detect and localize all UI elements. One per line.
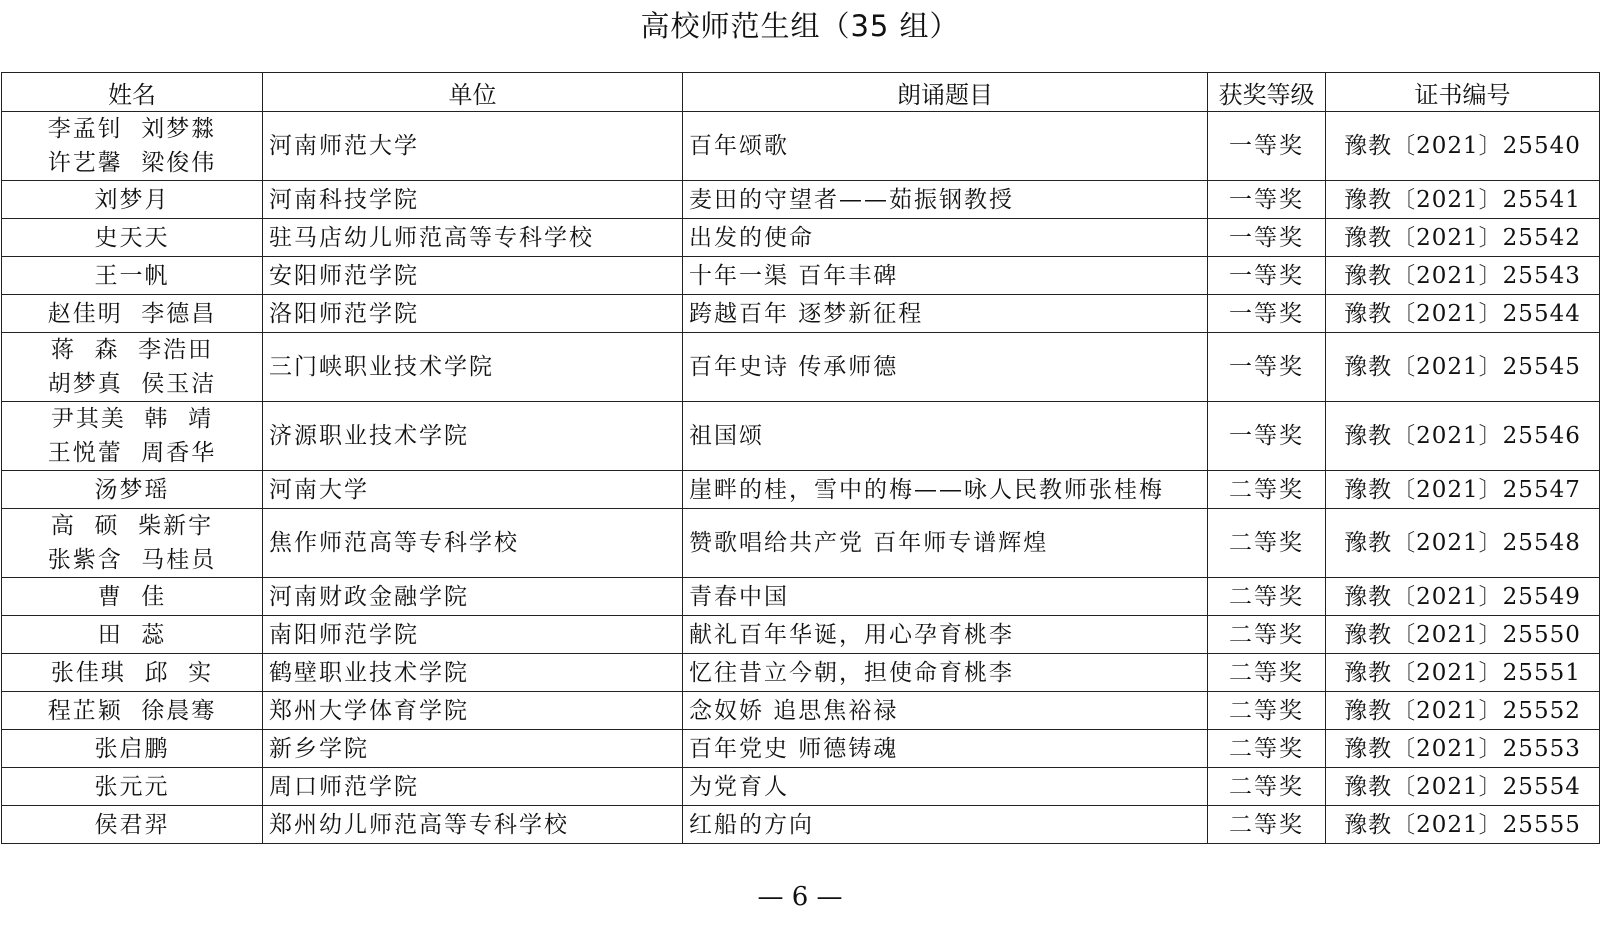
participant-names: 张佳琪 邱 实: [50, 659, 214, 686]
cell-topic: 青春中国: [683, 578, 1208, 616]
participant-names: 胡梦真 侯玉洁: [47, 371, 217, 397]
header-cert: 证书编号: [1326, 73, 1600, 112]
cell-cert: 豫教〔2021〕25549: [1326, 578, 1600, 616]
cell-level: 二等奖: [1208, 806, 1326, 844]
cell-names: [2, 578, 263, 616]
cell-cert: 豫教〔2021〕25547: [1326, 471, 1600, 509]
table-row: [2, 654, 1600, 692]
cell-level: 一等奖: [1208, 112, 1326, 181]
cell-unit: 河南科技学院: [263, 181, 683, 219]
cell-unit: 周口师范学院: [263, 768, 683, 806]
cell-topic: 红船的方向: [683, 806, 1208, 844]
cell-cert: 豫教〔2021〕25546: [1326, 402, 1600, 471]
participant-names: 王一帆: [94, 262, 170, 289]
cell-cert: 豫教〔2021〕25543: [1326, 257, 1600, 295]
table-body: [2, 112, 1600, 844]
cell-cert: 豫教〔2021〕25545: [1326, 333, 1600, 402]
participant-names: 尹其美 韩 靖: [50, 406, 214, 432]
table-row: [2, 509, 1600, 578]
cell-level: 二等奖: [1208, 730, 1326, 768]
cell-names: [2, 692, 263, 730]
cell-level: 二等奖: [1208, 692, 1326, 730]
table-row: [2, 730, 1600, 768]
cell-unit: 南阳师范学院: [263, 616, 683, 654]
cell-topic: 百年颂歌: [683, 112, 1208, 181]
table-row: [2, 471, 1600, 509]
cell-unit: 驻马店幼儿师范高等专科学校: [263, 219, 683, 257]
cell-level: 二等奖: [1208, 616, 1326, 654]
header-topic: 朗诵题目: [683, 73, 1208, 112]
cell-cert: 豫教〔2021〕25548: [1326, 509, 1600, 578]
cell-names: [2, 730, 263, 768]
cell-unit: 郑州大学体育学院: [263, 692, 683, 730]
cell-level: 一等奖: [1208, 402, 1326, 471]
cell-topic: 十年一渠 百年丰碑: [683, 257, 1208, 295]
cell-unit: 郑州幼儿师范高等专科学校: [263, 806, 683, 844]
cell-unit: 新乡学院: [263, 730, 683, 768]
cell-unit: 济源职业技术学院: [263, 402, 683, 471]
cell-topic: 念奴娇 追思焦裕禄: [683, 692, 1208, 730]
cell-cert: 豫教〔2021〕25553: [1326, 730, 1600, 768]
table-row: [2, 219, 1600, 257]
cell-level: 二等奖: [1208, 471, 1326, 509]
cell-names: [2, 333, 263, 402]
participant-names: 张启鹏: [94, 735, 170, 762]
cell-topic: 为党育人: [683, 768, 1208, 806]
cell-cert: 豫教〔2021〕25550: [1326, 616, 1600, 654]
cell-names: [2, 402, 263, 471]
table-row: [2, 616, 1600, 654]
participant-names: 李孟钊 刘梦㵘: [47, 116, 217, 142]
page-title: 高校师范生组（35 组）: [640, 9, 960, 43]
page-number: — 6 —: [757, 882, 843, 912]
cell-cert: 豫教〔2021〕25555: [1326, 806, 1600, 844]
cell-topic: 祖国颂: [683, 402, 1208, 471]
cell-cert: 豫教〔2021〕25554: [1326, 768, 1600, 806]
cell-topic: 忆往昔立今朝，担使命育桃李: [683, 654, 1208, 692]
participant-names: 蒋 森 李浩田: [50, 337, 214, 363]
cell-cert: 豫教〔2021〕25544: [1326, 295, 1600, 333]
table-row: [2, 692, 1600, 730]
cell-names: [2, 257, 263, 295]
participant-names: 汤梦瑶: [94, 476, 170, 503]
cell-cert: 豫教〔2021〕25542: [1326, 219, 1600, 257]
cell-level: 一等奖: [1208, 295, 1326, 333]
table-row: [2, 806, 1600, 844]
participant-names: 程芷颖 徐晨骞: [47, 697, 217, 724]
cell-unit: 洛阳师范学院: [263, 295, 683, 333]
cell-unit: 河南大学: [263, 471, 683, 509]
cell-names: [2, 219, 263, 257]
participant-names: 高 硕 柴新宇: [50, 513, 214, 539]
cell-unit: 焦作师范高等专科学校: [263, 509, 683, 578]
cell-level: 二等奖: [1208, 654, 1326, 692]
cell-topic: 崖畔的桂，雪中的梅——咏人民教师张桂梅: [683, 471, 1208, 509]
cell-level: 二等奖: [1208, 578, 1326, 616]
cell-names: [2, 509, 263, 578]
cell-level: 一等奖: [1208, 257, 1326, 295]
table-row: [2, 181, 1600, 219]
participant-names: 刘梦月: [94, 186, 170, 213]
cell-topic: 出发的使命: [683, 219, 1208, 257]
participant-names: 王悦蕾 周香华: [47, 440, 217, 466]
table-row: [2, 768, 1600, 806]
table-row: [2, 257, 1600, 295]
cell-names: [2, 654, 263, 692]
table-row: [2, 402, 1600, 471]
table-row: [2, 578, 1600, 616]
cell-topic: 跨越百年 逐梦新征程: [683, 295, 1208, 333]
cell-level: 二等奖: [1208, 768, 1326, 806]
cell-topic: 赞歌唱给共产党 百年师专谱辉煌: [683, 509, 1208, 578]
header-unit: 单位: [263, 73, 683, 112]
table-row: [2, 333, 1600, 402]
cell-level: 一等奖: [1208, 181, 1326, 219]
cell-topic: 百年史诗 传承师德: [683, 333, 1208, 402]
participant-names: 史天天: [94, 224, 170, 251]
header-name: 姓名: [2, 73, 263, 112]
cell-unit: 鹤壁职业技术学院: [263, 654, 683, 692]
cell-level: 一等奖: [1208, 219, 1326, 257]
table-row: [2, 112, 1600, 181]
cell-level: 二等奖: [1208, 509, 1326, 578]
cell-names: [2, 295, 263, 333]
participant-names: 张紫含 马桂员: [47, 547, 217, 573]
cell-cert: 豫教〔2021〕25551: [1326, 654, 1600, 692]
cell-names: [2, 768, 263, 806]
cell-level: 一等奖: [1208, 333, 1326, 402]
cell-names: [2, 471, 263, 509]
cell-unit: 河南师范大学: [263, 112, 683, 181]
cell-unit: 安阳师范学院: [263, 257, 683, 295]
cell-cert: 豫教〔2021〕25540: [1326, 112, 1600, 181]
cell-topic: 献礼百年华诞，用心孕育桃李: [683, 616, 1208, 654]
participant-names: 侯君羿: [94, 811, 170, 838]
header-level: 获奖等级: [1208, 73, 1326, 112]
cell-unit: 三门峡职业技术学院: [263, 333, 683, 402]
participant-names: 许艺馨 梁俊伟: [47, 150, 217, 176]
cell-names: [2, 112, 263, 181]
cell-names: [2, 616, 263, 654]
participant-names: 曹 佳: [97, 583, 167, 610]
cell-topic: 麦田的守望者——茹振钢教授: [683, 181, 1208, 219]
cell-names: [2, 181, 263, 219]
table-row: [2, 295, 1600, 333]
cell-unit: 河南财政金融学院: [263, 578, 683, 616]
participant-names: 张元元: [94, 773, 170, 800]
cell-names: [2, 806, 263, 844]
participant-names: 田 蕊: [97, 621, 167, 648]
participant-names: 赵佳明 李德昌: [47, 300, 217, 327]
cell-topic: 百年党史 师德铸魂: [683, 730, 1208, 768]
table-header-row: [2, 73, 1600, 112]
cell-cert: 豫教〔2021〕25552: [1326, 692, 1600, 730]
awards-table: [1, 72, 1600, 844]
cell-cert: 豫教〔2021〕25541: [1326, 181, 1600, 219]
